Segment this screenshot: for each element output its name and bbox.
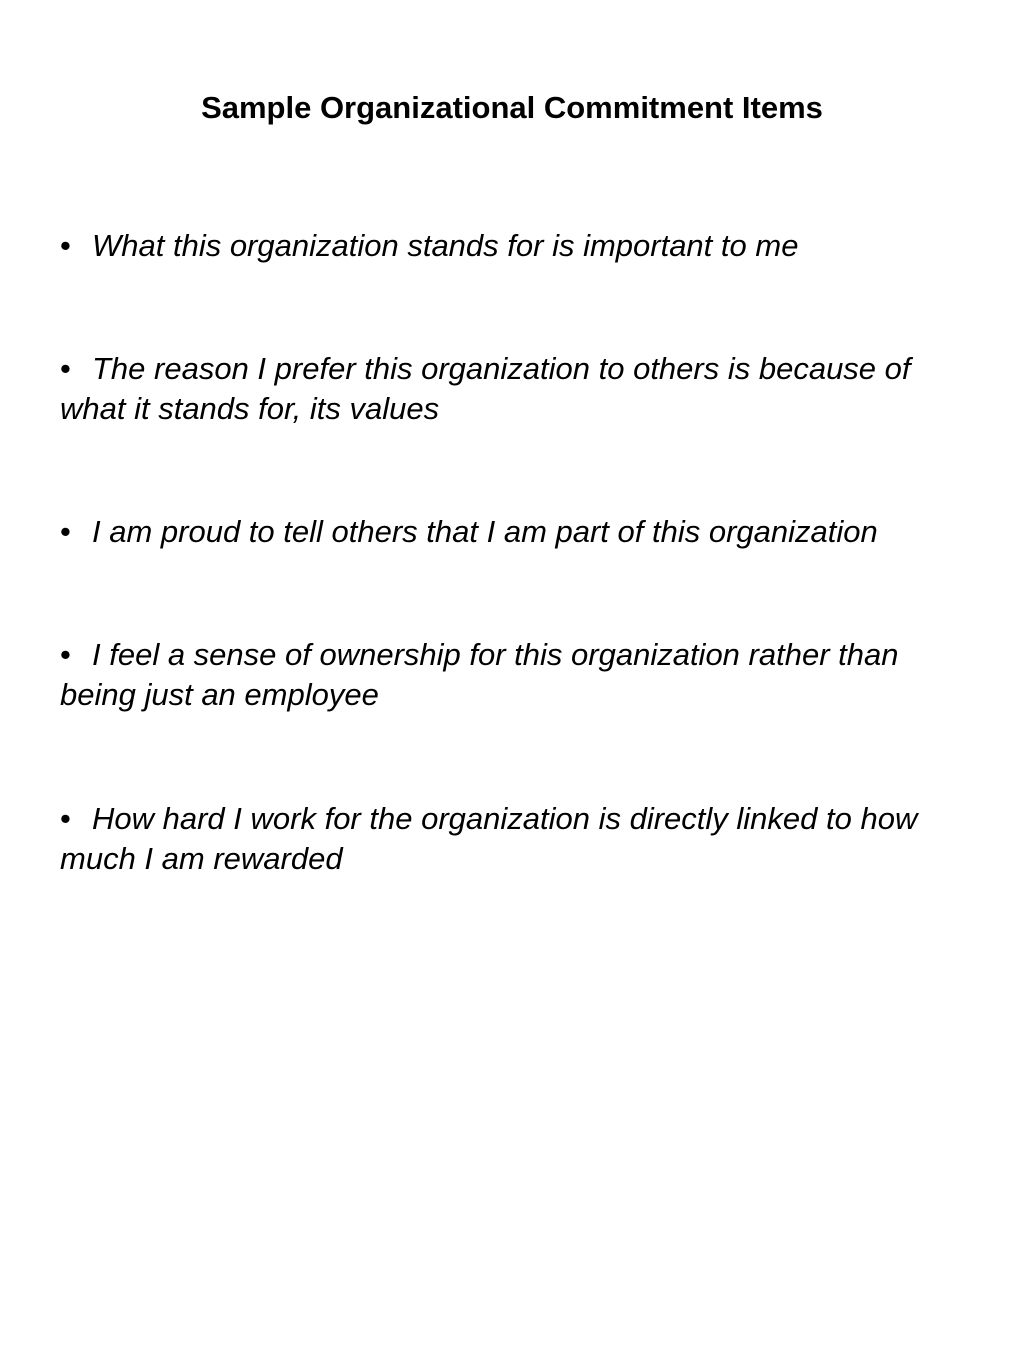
bullet-icon: • bbox=[60, 801, 71, 836]
list-item bbox=[60, 799, 965, 879]
list-item-text: What this organization stands for is important to me bbox=[92, 228, 799, 263]
bullet-icon: • bbox=[60, 637, 71, 672]
list-item-text: I am proud to tell others that I am part of this organization bbox=[92, 514, 878, 549]
bullet-icon: • bbox=[60, 351, 71, 386]
list-item-text: The reason I prefer this organization to others is because of what it stands for, its values bbox=[60, 351, 911, 426]
page-title: Sample Organizational Commitment Items bbox=[201, 90, 823, 125]
bullet-icon: • bbox=[60, 228, 71, 263]
bullet-icon: • bbox=[60, 514, 71, 549]
list-item bbox=[60, 635, 965, 715]
list-item-text: How hard I work for the organization is directly linked to how much I am rewarded bbox=[60, 801, 918, 876]
list-item-text: I feel a sense of ownership for this organization rather than being just an employee bbox=[60, 637, 899, 712]
list-item bbox=[60, 512, 965, 552]
list-item bbox=[60, 349, 965, 429]
list-item bbox=[60, 226, 965, 266]
